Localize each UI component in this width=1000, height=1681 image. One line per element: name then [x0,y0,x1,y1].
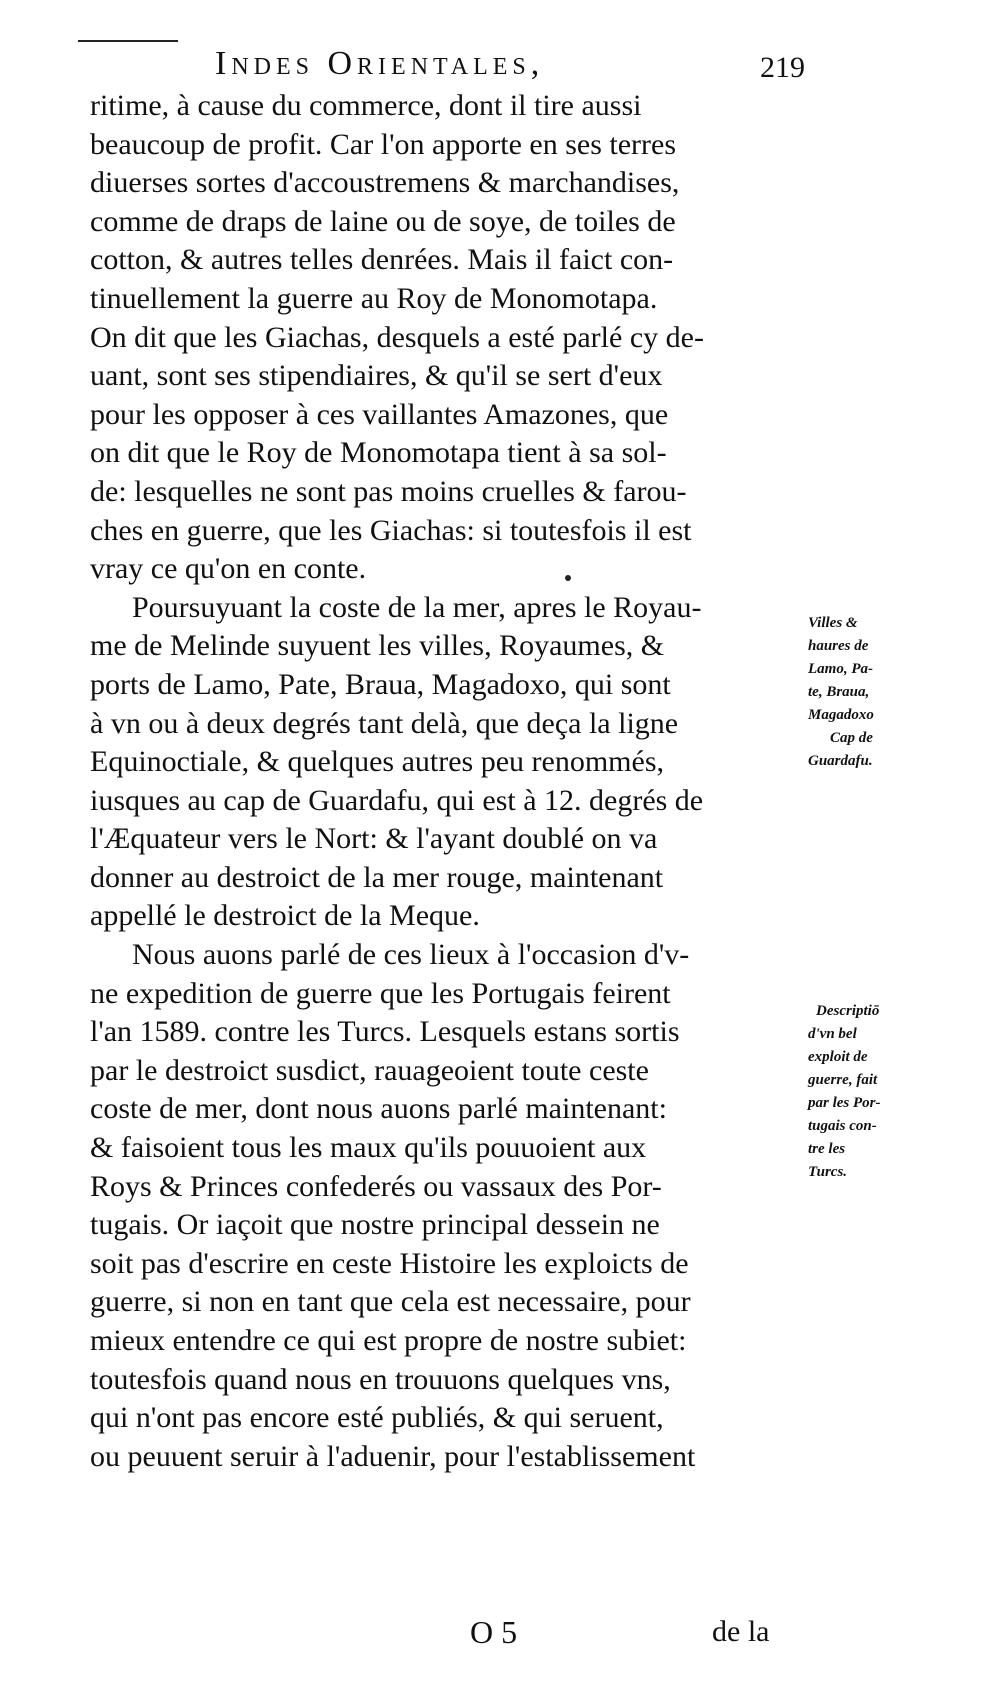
text-line: me de Melinde suyuent les villes, Royaumes, & [90,629,665,663]
signature-mark: O 5 [470,1614,518,1650]
margin-line: exploit de [808,1049,868,1065]
text-line: comme de draps de laine ou de soye, de toiles de [90,204,676,238]
text-line: ne expedition de guerre que les Portugais feirent [90,976,671,1010]
text-line: Nous auons parlé de ces lieux à l'occasion d'v- [132,938,690,972]
page-number: 219 [760,51,805,84]
text-line: pour les opposer à ces vaillantes Amazones, que [90,397,669,431]
text-line: toutesfois quand nous en trouuons quelques vns, [90,1362,671,1396]
text-line: l'Æquateur vers le Nort: & l'ayant doublé on va [90,822,658,856]
text-line: vray ce qu'on en conte. [90,552,367,586]
margin-line: Magadoxo [808,707,874,723]
text-line: appellé le destroict de la Meque. [90,899,480,933]
catchword: de la [712,1615,770,1648]
margin-line: Cap de [830,730,873,746]
text-line: soit pas d'escrire en ceste Histoire les exploicts de [90,1246,689,1280]
main-text [90,87,790,1476]
text-line: on dit que le Roy de Monomotapa tient à sa sol- [90,436,667,470]
text-line: Poursuyuant la coste de la mer, apres le Royau- [132,590,702,624]
ink-speck [565,575,571,581]
margin-line: haures de [808,638,869,654]
margin-line: tre les [808,1141,846,1157]
text-line: diuerses sortes d'accoustremens & marchandises, [90,166,680,200]
margin-line: par les Por- [808,1095,881,1111]
text-line: l'an 1589. contre les Turcs. Lesquels estans sortis [90,1015,680,1049]
text-line: ches en guerre, que les Giachas: si toutesfois il est [90,513,692,547]
margin-line: Villes & [808,615,858,631]
text-line: coste de mer, dont nous auons parlé maintenant: [90,1092,667,1126]
margin-line: Descriptiō [816,1003,880,1019]
text-line: guerre, si non en tant que cela est necessaire, pour [90,1285,691,1319]
running-head: Indes Orientales, [215,45,545,82]
margin-line: tugais con- [808,1118,877,1134]
text-line: uant, sont ses stipendiaires, & qu'il se sert d'eux [90,359,663,393]
text-line: On dit que les Giachas, desquels a esté parlé cy de- [90,320,704,354]
text-line: donner au destroict de la mer rouge, maintenant [90,860,664,894]
text-line: ou peuuent seruir à l'aduenir, pour l'establissement [90,1439,696,1473]
text-line: iusques au cap de Guardafu, qui est à 12. degrés de [90,783,704,817]
text-line: à vn ou à deux degrés tant delà, que deça la ligne [90,706,679,740]
margin-line: Turcs. [808,1164,848,1180]
margin-note-description [808,1000,988,1184]
margin-line: d'vn bel [808,1026,857,1042]
text-line: de: lesquelles ne sont pas moins cruelles & farou- [90,474,687,508]
margin-line: Lamo, Pa- [808,661,873,677]
text-line: Roys & Princes confederés ou vassaux des Por- [90,1169,662,1203]
text-line: cotton, & autres telles denrées. Mais il faict con- [90,243,674,277]
text-line: & faisoient tous les maux qu'ils pouuoient aux [90,1131,647,1165]
margin-line: guerre, fait [808,1072,878,1088]
text-line: ritime, à cause du commerce, dont il tire aussi [90,89,642,122]
text-line: mieux entendre ce qui est propre de nostre subiet: [90,1324,687,1357]
text-line: tugais. Or iaçoit que nostre principal dessein ne [90,1208,660,1242]
text-line: beaucoup de profit. Car l'on apporte en ses terres [90,127,677,161]
text-line: par le destroict susdict, rauageoient toute ceste [90,1053,649,1087]
margin-line: Guardafu. [808,753,873,769]
text-line: ports de Lamo, Pate, Braua, Magadoxo, qui sont [90,667,671,701]
margin-note-villes [808,612,988,773]
text-line: Equinoctiale, & quelques autres peu renommés, [90,745,664,779]
text-line: tinuellement la guerre au Roy de Monomotapa. [90,281,658,315]
top-rule [78,40,178,42]
text-line: qui n'ont pas encore esté publiés, & qui seruent, [90,1401,664,1435]
margin-line: te, Braua, [808,684,870,700]
